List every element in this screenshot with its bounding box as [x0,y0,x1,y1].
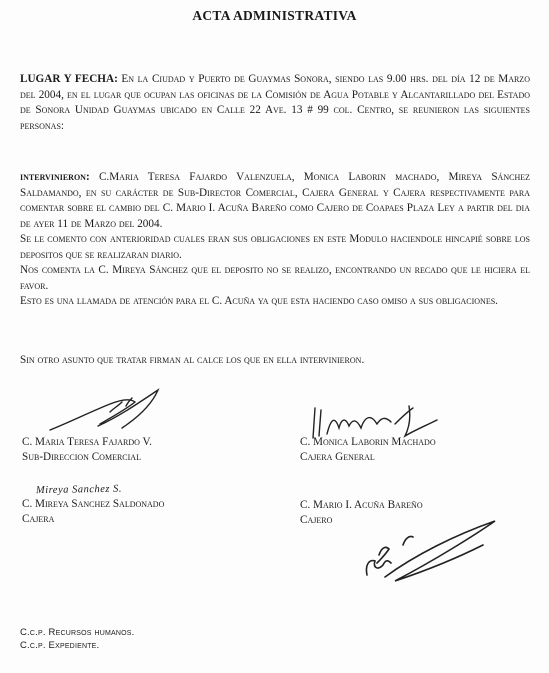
signer-name: C. Maria Teresa Fajardo V. [22,436,152,448]
signature-block-laborin [300,435,436,465]
participants-text: C.Maria Teresa Fajardo Valenzuela, Monica Laborin machado, Mireya Sánchez Saldamando, en su carácter de Sub-Director Comercial, Cajera General y Cajera respectivamente para comentar sobre el cambio del C. Mario I. Acuña Bareño como Cajero de Coapaes Plaza Ley a partir del dia de ayer 11 de Marzo del 2004. [20,171,530,230]
document-title: ACTA ADMINISTRATIVA [192,8,357,23]
signer-name: C. Mireya Sanchez Saldonado [22,498,165,510]
ccp-list [20,626,134,652]
participants-lead: intervinieron: [20,171,90,183]
handwritten-signature: Mireya Sanchez S. [35,483,123,497]
signature-block-sanchez [22,482,164,527]
signature-block-fajardo [22,435,152,465]
body-line: Se le comento con anterioridad cuales eran sus obligaciones en este Modulo haciendole hincapié sobre los depositos que se realizaran diario. [20,233,530,261]
signer-role: Cajera General [300,451,375,463]
place-date-text: En la Ciudad y Puerto de Guaymas Sonora, siendo las 9.00 hrs. del día 12 de Marzo del 2004, en el lugar que ocupan las oficinas de la Comisión de Agua Potable y Alcantarillado del Estado de Sonora Unidad Guaymas ubicado en Calle 22 Ave. 13 # 99 col. Centro, se reunieron las siguientes personas: [20,73,530,132]
ccp-line: C.c.p. Expediente. [20,640,100,651]
place-date-lead: LUGAR Y FECHA: [20,73,118,85]
signer-role: Cajera [22,513,55,525]
participants-block [20,170,530,310]
body-line: Nos comenta la C. Mireya Sánchez que el deposito no se realizo, encontrando un recado que le hiciera el favor. [20,264,530,292]
signature-fajardo [40,382,190,442]
place-date-paragraph [20,72,530,134]
signer-role: Sub-Direccion Comercial [22,451,141,463]
signer-role: Cajero [300,514,333,526]
signer-name: C. Monica Laborin Machado [300,436,436,448]
closing-statement: Sin otro asunto que tratar firman al calce los que en ella intervinieron. [20,354,365,366]
signer-name: C. Mario I. Acuña Bareño [300,499,423,511]
body-line: Esto es una llamada de atención para el C. Acuña ya que esta haciendo caso omiso a sus obligaciones. [20,295,498,307]
participants-paragraph [20,170,530,232]
ccp-line: C.c.p. Recursos humanos. [20,627,135,638]
signature-acuna [355,515,505,595]
